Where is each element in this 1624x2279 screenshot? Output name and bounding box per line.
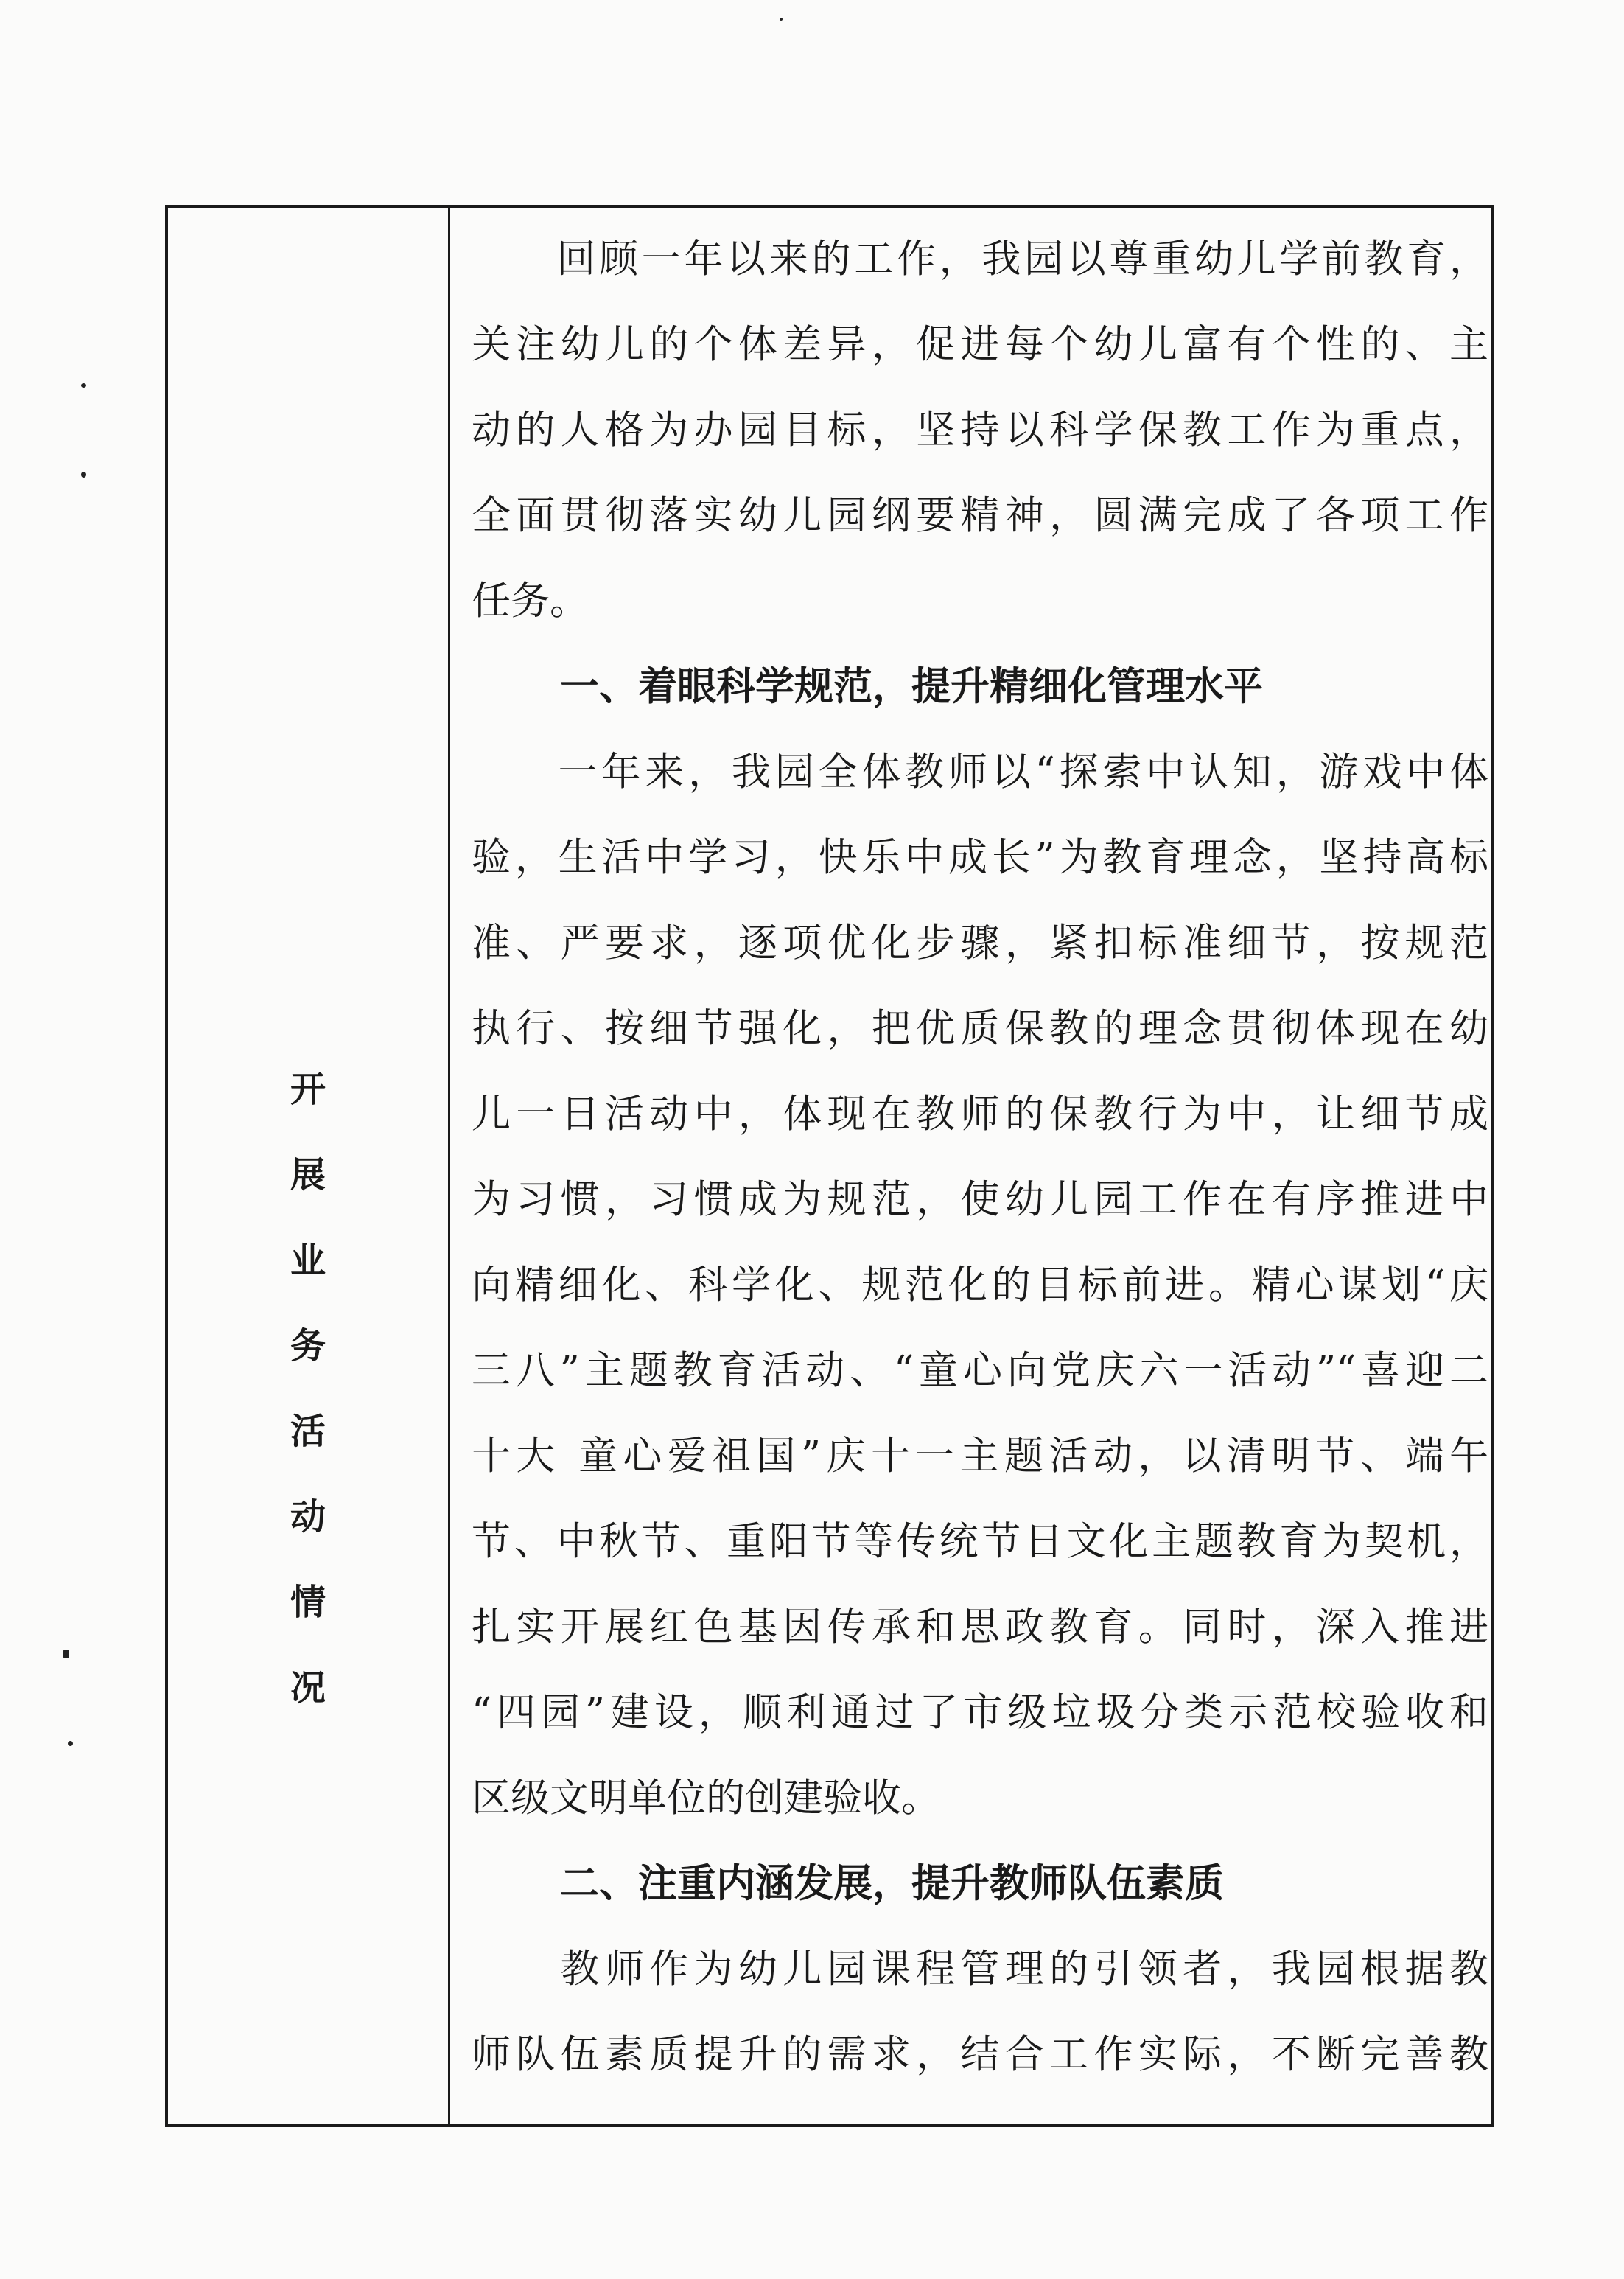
text-line: 执行、按细节强化，把优质保教的理念贯彻体现在幼 <box>472 1006 1488 1051</box>
scan-speck <box>780 18 783 21</box>
text-line: 任务。 <box>472 579 589 624</box>
scan-speck <box>63 1650 69 1658</box>
text-line: 十大 童心爱祖国”庆十一主题活动，以清明节、端午 <box>472 1434 1488 1479</box>
scan-speck <box>81 472 86 478</box>
label-char: 动 <box>290 1496 326 1538</box>
text-line: 教师作为幼儿园课程管理的引领者，我园根据教 <box>472 1947 1488 1992</box>
text-line: 师队伍素质提升的需求，结合工作实际，不断完善教 <box>472 2032 1488 2077</box>
label-char: 情 <box>290 1582 326 1623</box>
text-line: 儿一日活动中，体现在教师的保教行为中，让细节成 <box>472 1092 1488 1137</box>
text-line: 节、中秋节、重阳节等传统节日文化主题教育为契机， <box>472 1519 1488 1564</box>
text-line: 向精细化、科学化、规范化的目标前进。精心谋划“庆 <box>472 1263 1488 1308</box>
text-line: 回顾一年以来的工作，我园以尊重幼儿学前教育， <box>472 237 1488 282</box>
label-char: 展 <box>290 1154 326 1196</box>
label-char: 开 <box>290 1069 326 1110</box>
section-heading-1: 一、着眼科学规范，提升精细化管理水平 <box>560 664 1263 709</box>
text-line: 动的人格为办园目标，坚持以科学保教工作为重点， <box>472 408 1488 453</box>
label-char: 活 <box>290 1411 326 1452</box>
label-char: 况 <box>290 1667 326 1709</box>
text-line: 区级文明单位的创建验收。 <box>472 1776 940 1821</box>
section-heading-2: 二、注重内涵发展，提升教师队伍素质 <box>560 1861 1224 1906</box>
text-line: 三八”主题教育活动、“童心向党庆六一活动”“喜迎二 <box>472 1348 1488 1393</box>
text-line: 全面贯彻落实幼儿园纲要精神，圆满完成了各项工作 <box>472 493 1488 538</box>
text-line: 为习惯，习惯成为规范，使幼儿园工作在有序推进中 <box>472 1177 1488 1222</box>
scan-speck <box>68 1741 73 1746</box>
text-line: 准、严要求，逐项优化步骤，紧扣标准细节，按规范 <box>472 921 1488 966</box>
text-line: “四园”建设，顺利通过了市级垃圾分类示范校验收和 <box>472 1690 1488 1735</box>
label-cell <box>168 208 448 2124</box>
text-line: 关注幼儿的个体差异，促进每个幼儿富有个性的、主 <box>472 322 1488 367</box>
vertical-label <box>168 1047 448 1731</box>
label-char: 务 <box>290 1325 326 1367</box>
text-line: 扎实开展红色基因传承和思政教育。同时，深入推进 <box>472 1605 1488 1650</box>
text-line: 一年来，我园全体教师以“探索中认知，游戏中体 <box>472 750 1488 795</box>
label-char: 业 <box>290 1240 326 1281</box>
document-table <box>165 205 1494 2127</box>
text-line: 验，生活中学习，快乐中成长”为教育理念，坚持高标 <box>472 835 1488 880</box>
column-divider <box>448 208 450 2124</box>
scan-speck <box>81 383 86 388</box>
